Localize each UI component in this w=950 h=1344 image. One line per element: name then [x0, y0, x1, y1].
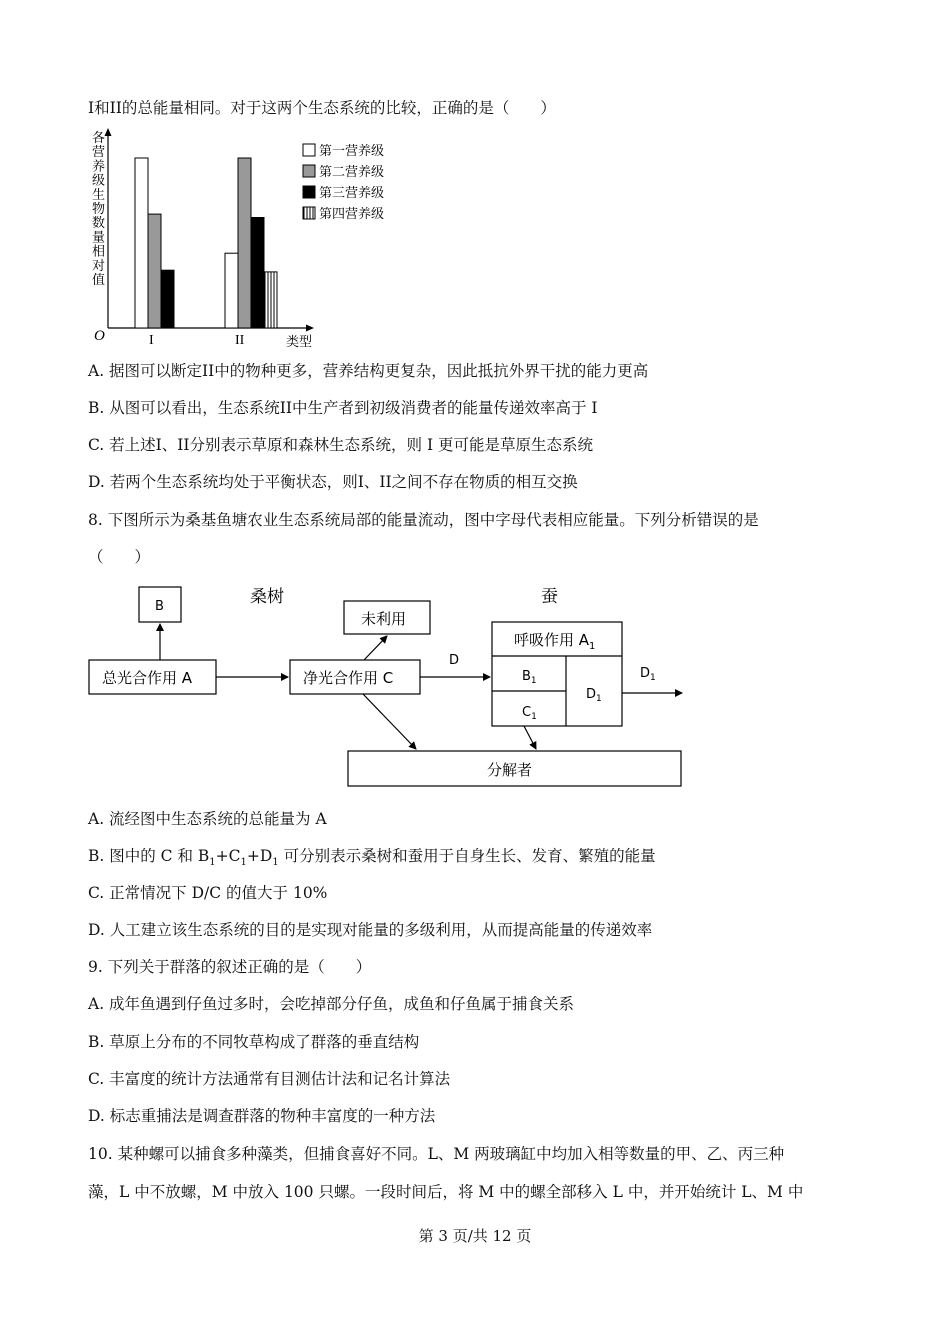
bar-I-2	[148, 214, 161, 328]
q7-option-a: A. 据图可以断定II中的物种更多，营养结构更复杂，因此抵抗外界干扰的能力更高	[88, 362, 649, 380]
q8-option-b: B. 图中的 C 和 $B_1+C_1+D_1$ 可分别表示桑树和蚕用于自身生长、发育、繁殖的能量	[88, 847, 656, 869]
legend-swatch	[303, 186, 315, 198]
q8-option-a: A. 流经图中生态系统的总能量为 A	[88, 810, 327, 828]
bar-I-3	[161, 270, 174, 328]
arrow-c1-to-decomposer	[524, 726, 536, 749]
x-axis-label: 类型	[286, 335, 313, 350]
bar-I-1	[135, 158, 148, 328]
q7-option-c: C. 若上述I、II分别表示草原和森林生态系统，则 I 更可能是草原生态系统	[88, 436, 594, 454]
q8-option-d: D. 人工建立该生态系统的目的是实现对能量的多级利用，从而提高能量的传递效率	[88, 921, 653, 939]
svg-text:未利用: 未利用	[361, 610, 407, 628]
legend-label: 第三营养级	[319, 186, 385, 201]
arrow-label-d1: $D_1$	[640, 666, 656, 683]
y-axis-label: 各营养级生物数量相对值	[92, 131, 106, 288]
svg-text:B: B	[155, 599, 164, 614]
legend-swatch	[303, 144, 315, 156]
q8-stem: 8. 下图所示为桑基鱼塘农业生态系统局部的能量流动，图中字母代表相应能量。下列分析错误的是	[88, 511, 759, 529]
arrow-c-to-decomposer	[363, 694, 416, 749]
arrow-c-to-unused	[364, 636, 387, 660]
bar-II-1	[225, 253, 238, 328]
bar-II-4	[264, 272, 277, 328]
box-respiration: 呼吸作用 $A_1$	[514, 631, 596, 652]
legend-label: 第一营养级	[319, 144, 385, 159]
q9-option-c: C. 丰富度的统计方法通常有目测估计法和记名计算法	[88, 1070, 451, 1088]
svg-text:总光合作用 A: 总光合作用 A	[102, 669, 193, 687]
q9-option-a: A. 成年鱼遇到仔鱼过多时，会吃掉部分仔鱼，成鱼和仔鱼属于捕食关系	[88, 995, 575, 1013]
q10-line1: 10. 某种螺可以捕食多种藻类，但捕食喜好不同。L、M 两玻璃缸中均加入相等数量的甲、乙、丙三种	[88, 1145, 785, 1163]
legend-label: 第四营养级	[319, 207, 385, 222]
label-can: 蚕	[541, 587, 558, 607]
q7-stem: I和II的总能量相同。对于这两个生态系统的比较，正确的是（ ）	[88, 99, 556, 117]
legend-swatch	[303, 165, 315, 177]
arrow-label-d: D	[449, 653, 460, 668]
y-axis-arrow	[105, 128, 112, 136]
box-c1: $C_1$	[522, 705, 537, 722]
origin-label: O	[94, 328, 105, 344]
box-b1: $B_1$	[522, 669, 537, 686]
q8-paren: （ ）	[88, 548, 151, 566]
x-tick-label: II	[235, 333, 245, 348]
q9-option-d: D. 标志重捕法是调查群落的物种丰富度的一种方法	[88, 1107, 436, 1125]
legend-swatch	[303, 207, 315, 219]
bar-II-3	[251, 218, 264, 329]
q9-stem: 9. 下列关于群落的叙述正确的是（ ）	[88, 958, 372, 976]
page-footer: 第 3 页/共 12 页	[418, 1227, 532, 1245]
q7-option-b: B. 从图可以看出，生态系统II中生产者到初级消费者的能量传递效率高于 I	[88, 399, 598, 417]
q7-option-d: D. 若两个生态系统均处于平衡状态，则I、II之间不存在物质的相互交换	[88, 473, 578, 491]
box-d1: $D_1$	[586, 687, 602, 704]
trophic-bar-chart	[78, 128, 418, 353]
energy-flow-diagram	[84, 580, 694, 795]
label-sangshu: 桑树	[250, 587, 284, 607]
svg-text:分解者: 分解者	[487, 761, 533, 779]
x-tick-label: I	[149, 333, 154, 348]
q10-line2: 藻，L 中不放螺，M 中放入 100 只螺。一段时间后，将 M 中的螺全部移入 L 中，并开始统计 L、M 中	[88, 1183, 804, 1201]
x-axis-arrow	[306, 325, 314, 332]
q8-option-c: C. 正常情况下 D/C 的值大于 10%	[88, 884, 328, 902]
bar-II-2	[238, 158, 251, 328]
svg-text:净光合作用 C: 净光合作用 C	[303, 669, 394, 687]
q9-option-b: B. 草原上分布的不同牧草构成了群落的垂直结构	[88, 1033, 420, 1051]
legend-label: 第二营养级	[319, 165, 385, 180]
